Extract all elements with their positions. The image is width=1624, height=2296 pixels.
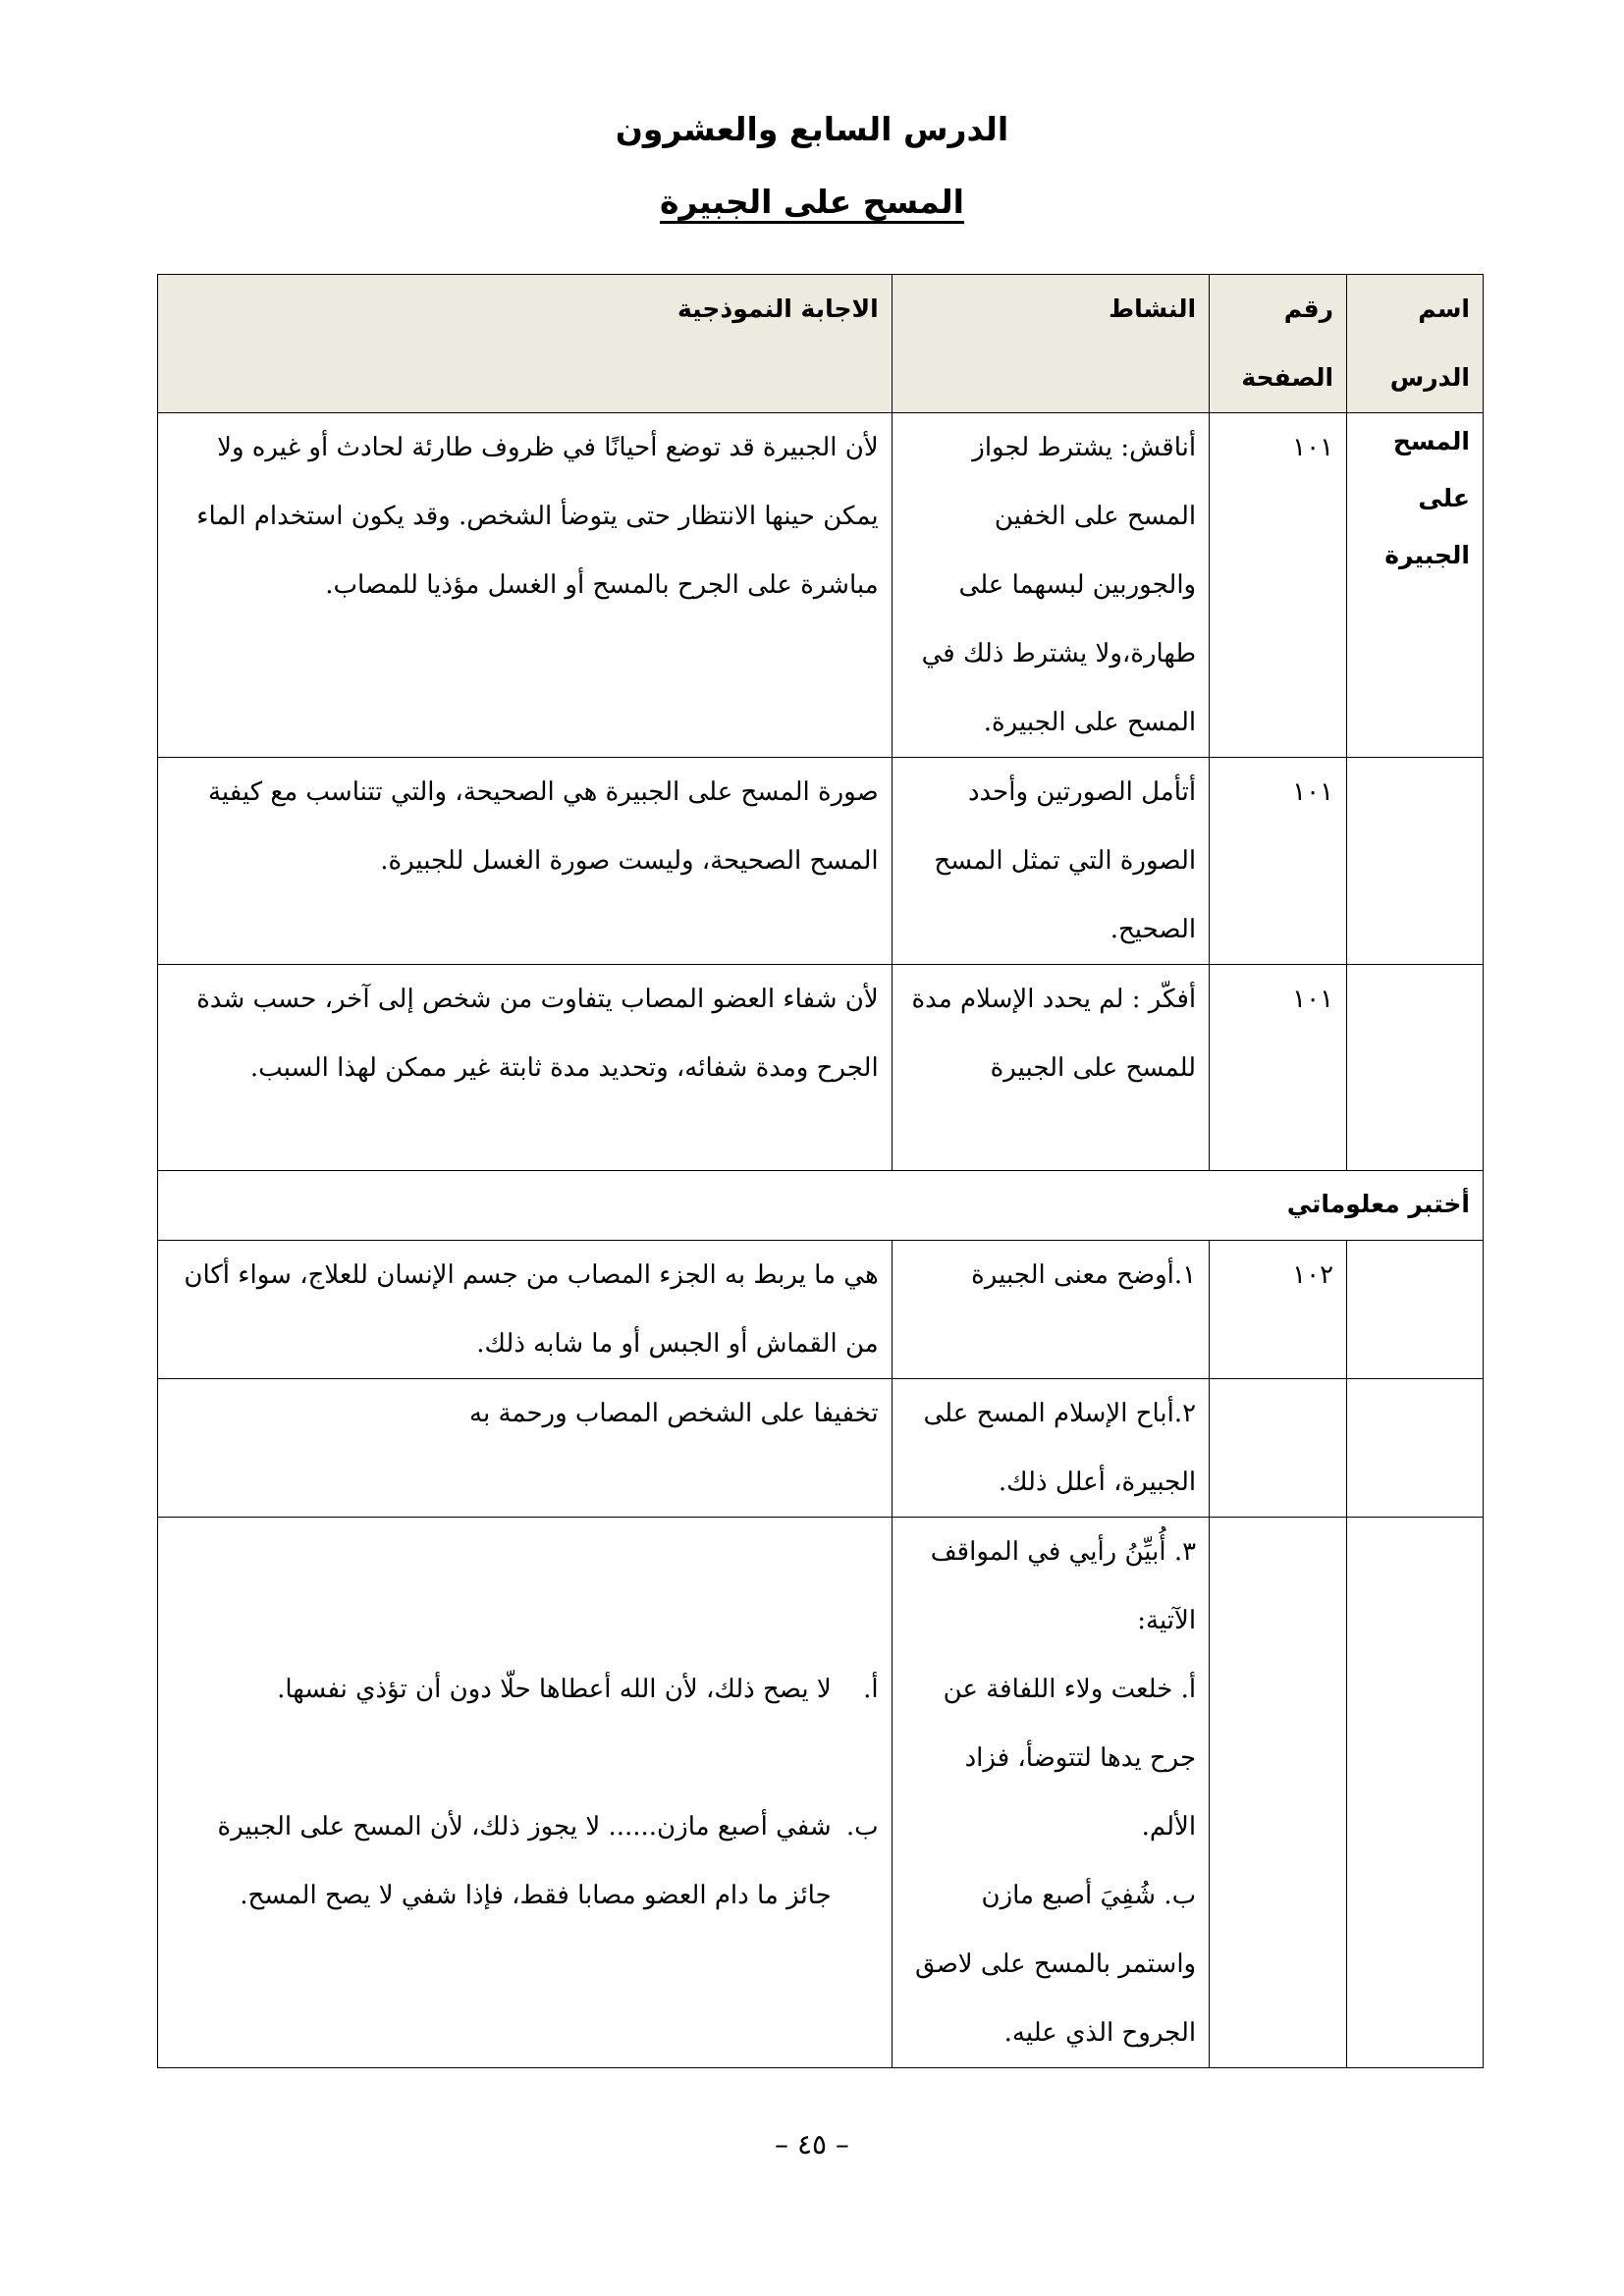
situations-intro: ٣. أُبيِّنُ رأيي في المواقف الآتية: bbox=[930, 1537, 1197, 1635]
answer-text: لا يصح ذلك، لأن الله أعطاها حلّا دون أن تؤذي نفسها. bbox=[277, 1675, 832, 1704]
page-number-cell: ١٠١ bbox=[1210, 413, 1347, 758]
header-lesson-name: اسم الدرس bbox=[1347, 275, 1484, 413]
table-row bbox=[158, 758, 1484, 965]
activity-cell: ٢.أباح الإسلام المسح على الجبيرة، أعلل ذلك. bbox=[892, 1379, 1209, 1518]
lesson-name-cell bbox=[1347, 1241, 1484, 1379]
header-activity: النشاط bbox=[892, 275, 1209, 413]
activity-cell: ١.أوضح معنى الجبيرة bbox=[892, 1241, 1209, 1379]
situation-item bbox=[905, 1861, 1196, 2067]
page-number-cell bbox=[1210, 1518, 1347, 2068]
spacer bbox=[171, 1586, 879, 1655]
lesson-name-cell: المسح على الجبيرة bbox=[1347, 413, 1484, 758]
page-number-cell: ١٠١ bbox=[1210, 758, 1347, 965]
answer-cell: صورة المسح على الجبيرة هي الصحيحة، والتي تتناسب مع كيفية المسح الصحيحة، وليست صورة الغسل للجبيرة. bbox=[158, 758, 893, 965]
answer-text: شفي أصبع مازن...... لا يجوز ذلك، لأن المسح على الجبيرة جائز ما دام العضو مصابا فقط، فإذا شفي لا يصح المسح. bbox=[217, 1812, 832, 1910]
answer-cell: تخفيفا على الشخص المصاب ورحمة به bbox=[158, 1379, 893, 1518]
page-number-cell bbox=[1210, 1379, 1347, 1518]
lesson-name-cell bbox=[1347, 758, 1484, 965]
lesson-table bbox=[157, 274, 1484, 2068]
table-row bbox=[158, 1379, 1484, 1518]
table-header-row bbox=[158, 275, 1484, 413]
situation-item bbox=[905, 1655, 1196, 1861]
answer-marker: ب. bbox=[845, 1812, 879, 1842]
header-page-number: رقم الصفحة bbox=[1210, 275, 1347, 413]
situation-text: خلعت ولاء اللفافة عن جرح يدها لتتوضأ، فزاد الألم. bbox=[943, 1675, 1197, 1842]
answer-marker: أ. bbox=[863, 1675, 879, 1704]
activity-cell: أناقش: يشترط لجواز المسح على الخفين والجوربين لبسهما على طهارة،ولا يشترط ذلك في المسح على الجبيرة. bbox=[892, 413, 1209, 758]
page-number-cell: ١٠١ bbox=[1210, 965, 1347, 1171]
lesson-name-cell bbox=[1347, 1379, 1484, 1518]
spacer bbox=[171, 1518, 879, 1586]
lesson-title: المسح على الجبيرة bbox=[659, 183, 964, 221]
activity-cell: أفكّر : لم يحدد الإسلام مدة للمسح على الجبيرة bbox=[892, 965, 1209, 1171]
lesson-name-cell bbox=[1347, 1518, 1484, 2068]
header-model-answer: الاجابة النموذجية bbox=[158, 275, 893, 413]
section-title: أختبر معلوماتي bbox=[158, 1171, 1484, 1241]
situation-answer bbox=[171, 1655, 879, 1724]
page-number: – ٤٥ – bbox=[775, 2128, 849, 2161]
table-row bbox=[158, 413, 1484, 758]
section-row bbox=[158, 1171, 1484, 1241]
activity-cell bbox=[892, 1518, 1209, 2068]
lesson-name-cell bbox=[1347, 965, 1484, 1171]
lesson-number-title: الدرس السابع والعشرون bbox=[615, 110, 1009, 148]
page-number-cell: ١٠٢ bbox=[1210, 1241, 1347, 1379]
answer-cell: هي ما يربط به الجزء المصاب من جسم الإنسان للعلاج، سواء أكان من القماش أو الجبس أو ما شابه ذلك. bbox=[158, 1241, 893, 1379]
table-row bbox=[158, 1241, 1484, 1379]
answer-cell: لأن شفاء العضو المصاب يتفاوت من شخص إلى آخر، حسب شدة الجرح ومدة شفائه، وتحديد مدة ثابتة غير ممكن لهذا السبب. bbox=[158, 965, 893, 1171]
answer-cell bbox=[158, 1518, 893, 2068]
table-row bbox=[158, 965, 1484, 1171]
situation-answer bbox=[171, 1792, 879, 1930]
answer-cell: لأن الجبيرة قد توضع أحيانًا في ظروف طارئة لحادث أو غيره ولا يمكن حينها الانتظار حتى يتوضأ الشخص. وقد يكون استخدام الماء مباشرة على الجرح بالمسح أو الغسل مؤذيا للمصاب. bbox=[158, 413, 893, 758]
situation-text: شُفِيَ أصبع مازن واستمر بالمسح على لاصق الجروح الذي عليه. bbox=[915, 1881, 1197, 2048]
situation-marker: ب. bbox=[1164, 1881, 1197, 1910]
table-row bbox=[158, 1518, 1484, 2068]
activity-cell: أتأمل الصورتين وأحدد الصورة التي تمثل المسح الصحيح. bbox=[892, 758, 1209, 965]
spacer bbox=[171, 1724, 879, 1792]
situation-marker: أ. bbox=[1180, 1675, 1197, 1704]
